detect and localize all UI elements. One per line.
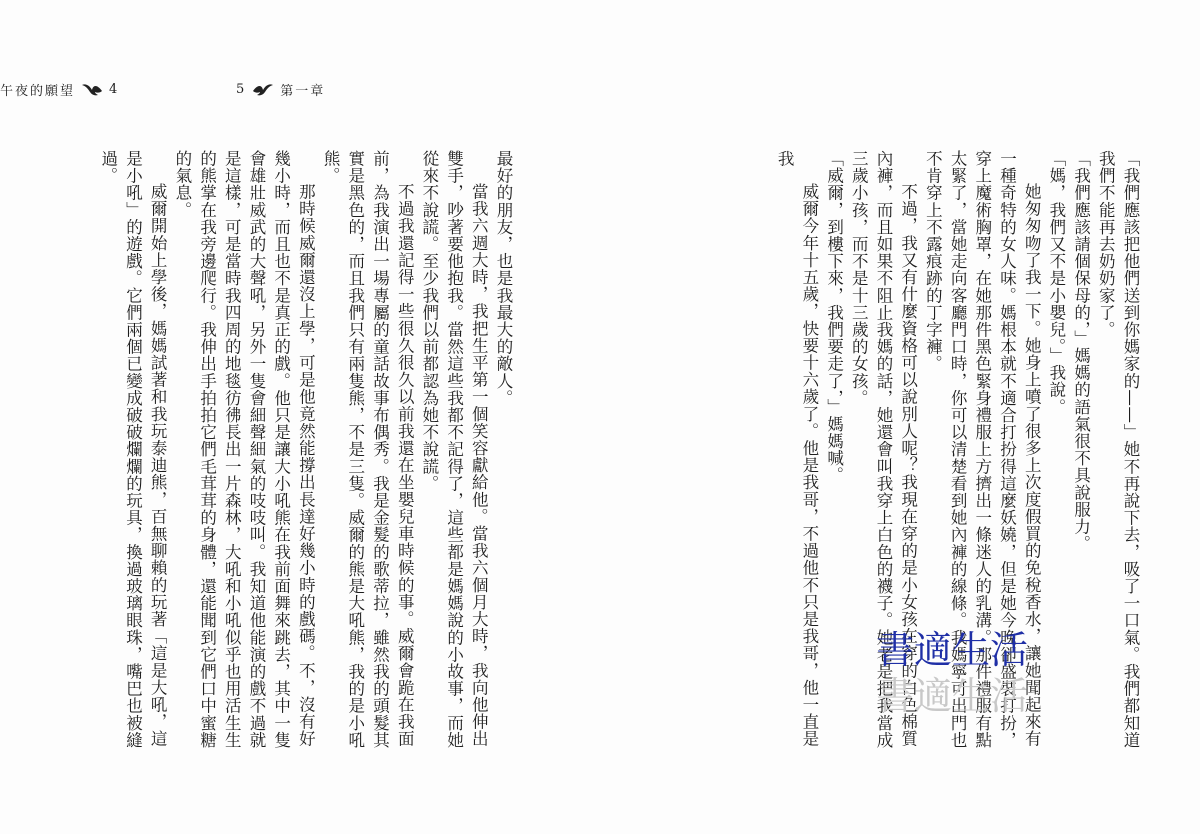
watermark-shadow-text: 書適生活 [876,674,1029,718]
right-page-header [0,80,119,99]
running-title: 第一章 [280,84,326,99]
paragraph: 不過，我又有什麼資格可以說別人呢？我現在穿的是小女孩在穿的白色棉質內褲，而且如果不阻止我媽的話，她還會叫我穿上白色的襪子。她老是把我當成三歲小孩，而不是十三歲的女孩。 [849,150,918,749]
running-title: 午夜的願望 [0,84,76,99]
bird-ornament-icon [81,82,103,98]
paragraph: 「我們應該把他們送到你媽家的——」她不再說下去，吸了一口氣。我們都知道我們不能再去奶奶家了。 [1096,150,1140,749]
paragraph: 「威爾，到樓下來，我們要走了，」媽媽喊。 [824,150,844,484]
left-page-header [236,80,325,99]
watermark-text: 書適生活 [876,628,1029,672]
page-number: 5 [236,82,247,97]
paragraph: 「我們應該請個保母的，」媽媽的語氣很不具說服力。 [1071,150,1091,553]
paragraph: 不過我還記得一些很久很久以前我還在坐嬰兒車時候的事。威爾會跪在我面前，為我演出一場專屬的童話故事布偶秀。我是金髮的歌蒂拉，雖然我的頭髮其實是黑色的，而且我們只有兩隻熊，不是三隻。威爾的熊是大吼熊，我的是小吼熊。 [321,150,415,749]
paragraph: 最好的朋友，也是我最大的敵人。 [494,150,513,407]
left-page-body [90,150,515,760]
paragraph: 那時候威爾還沒上學，可是他竟然能撐出長達好幾小時的戲碼。不，沒有好幾小時，而且也不是真正的戲。他只是讓大小吼熊在我前面舞來跳去，其中一隻會雄壯威武的大聲吼，另外一隻會細聲細氣的吱吱叫。我知道他能演的戲不過就是這樣，可是當時我四周的地毯彷彿長出一片森林，大吼和小吼似乎也用活生生的熊掌在我旁邊爬行。我伸出手拍拍它們毛茸茸的身體，還能聞到它們口中蜜糖的氣息。 [172,150,316,749]
paragraph: 威爾開始上學後，媽媽試著和我玩泰迪熊，百無聊賴的玩著「這是大吼，這是小吼」的遊戲。它們兩個已變成破破爛爛的玩具，換過玻璃眼珠，嘴巴也被縫過。 [98,150,168,749]
paragraph: 「媽，我們又不是小嬰兒。」我說。 [1046,150,1066,416]
paragraph: 威爾今年十五歲，快要十六歲了。他是我哥，不過他不只是我哥，他一直是我 [775,150,819,748]
paragraph: 她匆匆吻了我一下。她身上噴了很多上次度假買的免稅香水，讓她聞起來有一種奇特的女人味。媽根本就不適合打扮得這麼妖嬈，但是她今晚卻盛裝打扮，穿上魔術胸罩，在她那件黑色緊身禮服上方擠出一條迷人的乳溝。那件禮服有點太緊了，當她走向客廳門口時，你可以清楚看到她內褲的線條。我媽寧可出門也不肯穿上不露痕跡的丁字褲。 [923,150,1042,749]
page-number: 4 [109,82,120,97]
bird-ornament-icon [252,82,274,98]
paragraph: 當我六週大時，我把生平第一個笑容獻給他。當我六個月大時，我向他伸出雙手，吵著要他抱我。當然這些我都不記得了，這些都是媽媽說的小故事，而她從來不說謊。至少我們以前都認為她不說謊。 [419,150,489,749]
